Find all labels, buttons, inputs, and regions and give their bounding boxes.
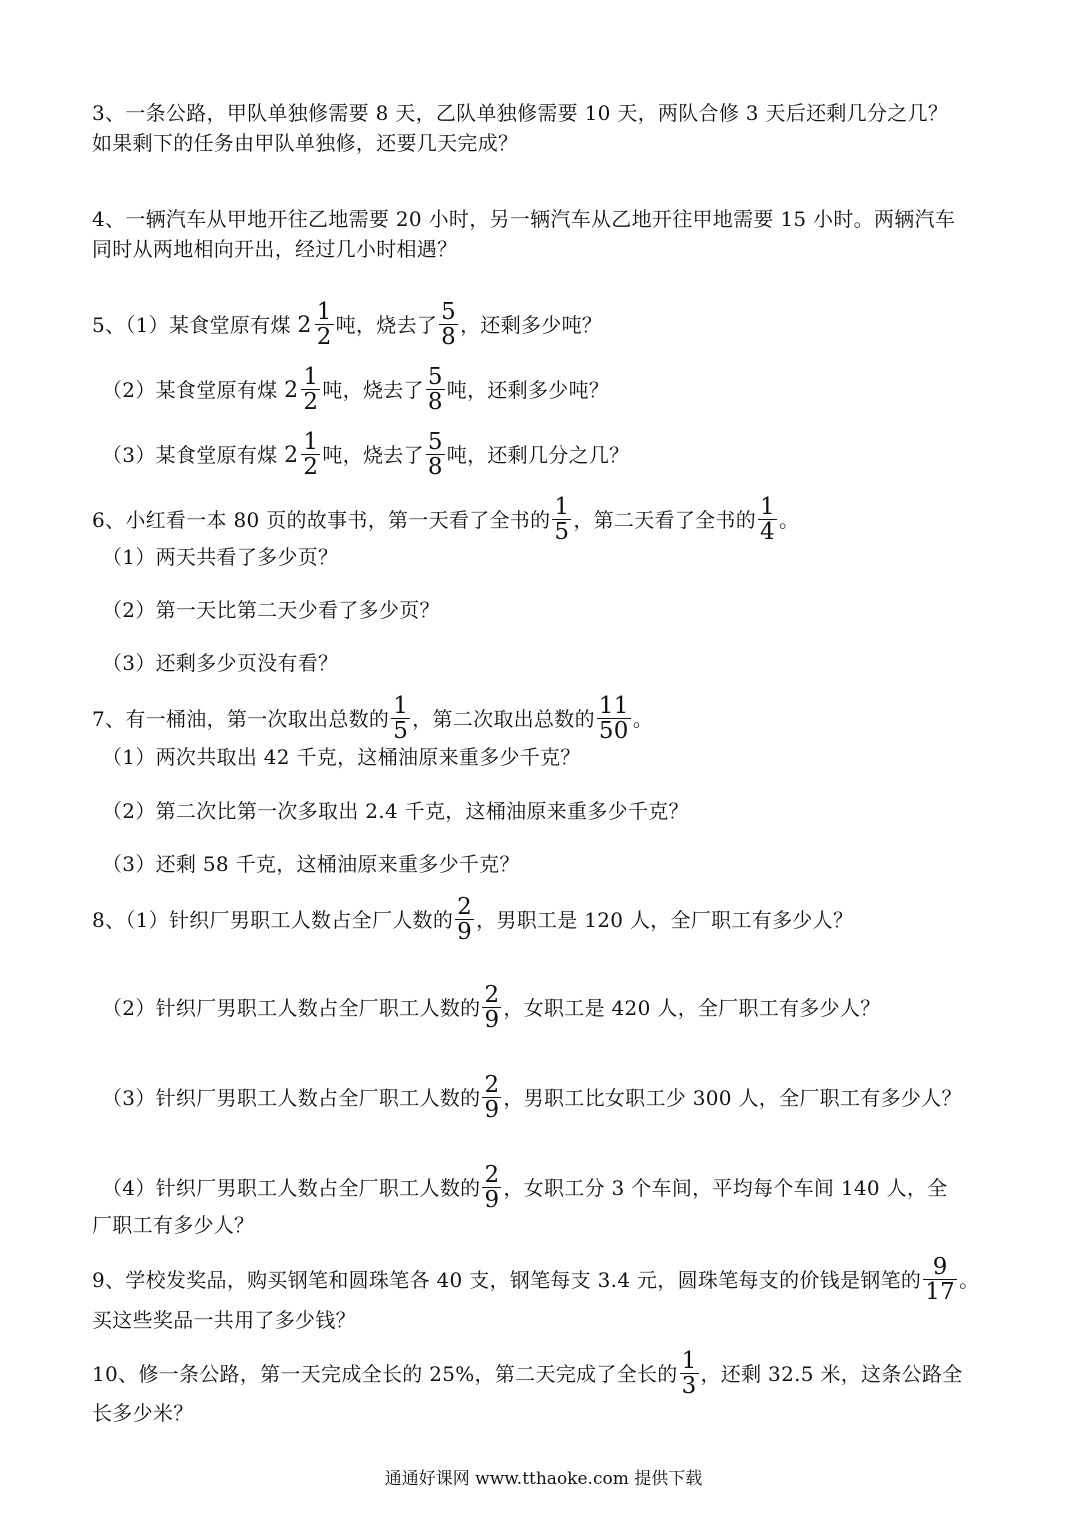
q7-stem [92, 693, 654, 745]
numerator: 5 [441, 299, 457, 325]
q6-fraction-2 [758, 495, 777, 544]
numerator: 1 [393, 693, 409, 719]
numerator: 2 [457, 894, 473, 920]
q8-4-text-a: （4）针织厂男职工人数占全厂职工人数的 [102, 1176, 481, 1200]
denominator: 8 [427, 454, 443, 480]
q8-part4-line2: 厂职工有多少人？ [92, 1213, 255, 1237]
q7-text-c: 。 [632, 707, 654, 731]
q8-part1 [92, 894, 854, 946]
numerator: 1 [316, 299, 332, 325]
q8-1-text-a: 8、（1）针织厂男职工人数占全厂人数的 [92, 908, 454, 932]
numerator: 5 [427, 429, 443, 455]
q8-4-text-b: ，女职工分 3 个车间，平均每个车间 140 人，全 [503, 1176, 948, 1200]
q5-2-whole: 2 [284, 378, 299, 403]
q6-stem [92, 494, 800, 546]
numerator: 1 [760, 494, 775, 520]
denominator: 2 [303, 389, 319, 415]
q7-text-b: ，第二次取出总数的 [412, 707, 595, 731]
q8-part4 [102, 1162, 948, 1214]
q5-1-whole: 2 [297, 313, 312, 338]
numerator: 1 [681, 1348, 697, 1374]
denominator: 9 [484, 1097, 500, 1123]
q5-part3 [102, 429, 630, 481]
numerator: 5 [427, 364, 443, 390]
q6-sub3: （3）还剩多少页没有看？ [102, 651, 339, 675]
denominator: 9 [484, 1007, 500, 1033]
numerator: 11 [598, 693, 629, 719]
denominator: 5 [393, 718, 409, 744]
q5-2-text-b: 吨，烧去了 [322, 378, 424, 402]
q7-text-a: 7、有一桶油，第一次取出总数的 [92, 707, 390, 731]
q8-part2 [102, 982, 881, 1034]
q7-sub2: （2）第二次比第一次多取出 2.4 千克，这桶油原来重多少千克？ [102, 799, 689, 823]
denominator: 4 [760, 519, 775, 545]
q5-3-text-a: （3）某食堂原有煤 [102, 443, 285, 467]
denominator: 5 [554, 519, 570, 545]
numerator: 2 [484, 982, 500, 1008]
q8-2-fraction [482, 983, 501, 1032]
numerator: 1 [554, 494, 570, 520]
q5-2-fraction-2 [426, 365, 445, 414]
denominator: 17 [925, 1279, 956, 1305]
q8-part3 [102, 1072, 962, 1124]
q8-1-fraction [455, 895, 474, 944]
q5-3-fraction-1 [301, 430, 320, 479]
q7-fraction-1 [391, 694, 410, 743]
q7-fraction-2 [597, 694, 631, 743]
q8-1-text-b: ，男职工是 120 人，全厂职工有多少人？ [476, 908, 854, 932]
q5-1-fraction-2 [439, 300, 458, 349]
q6-fraction-1 [552, 495, 571, 544]
denominator: 9 [484, 1187, 500, 1213]
denominator: 50 [598, 718, 629, 744]
q5-1-fraction-1 [315, 300, 334, 349]
q6-text-b: ，第二天看了全书的 [573, 508, 757, 532]
q10-text-b: ，还剩 32.5 米，这条公路全 [700, 1362, 963, 1386]
denominator: 8 [427, 389, 443, 415]
page-footer: 通通好课网 www.tthaoke.com 提供下载 [384, 1469, 703, 1489]
denominator: 8 [441, 324, 457, 350]
denominator: 2 [303, 454, 319, 480]
denominator: 9 [457, 919, 473, 945]
q5-1-text-a: 5、（1）某食堂原有煤 [92, 313, 298, 337]
q8-3-text-b: ，男职工比女职工少 300 人，全厂职工有多少人？ [503, 1086, 962, 1110]
q10-text-a: 10、修一条公路，第一天完成全长的 25%，第二天完成了全长的 [92, 1362, 678, 1386]
q6-sub2: （2）第一天比第二天少看了多少页？ [102, 598, 440, 622]
q5-2-text-c: 吨，还剩多少吨？ [446, 378, 610, 402]
q5-3-text-c: 吨，还剩几分之几？ [446, 443, 630, 467]
q4-line2: 同时从两地相向开出，经过几小时相遇？ [92, 237, 458, 261]
q8-3-fraction [482, 1073, 501, 1122]
numerator: 1 [303, 429, 319, 455]
q7-sub3: （3）还剩 58 千克，这桶油原来重多少千克？ [102, 852, 520, 876]
q3-line1: 3、一条公路，甲队单独修需要 8 天，乙队单独修需要 10 天，两队合修 3 天后还剩几分之几？ [92, 101, 949, 125]
denominator: 3 [681, 1373, 697, 1399]
denominator: 2 [316, 324, 332, 350]
q9-text-a: 9、学校发奖品，购买钢笔和圆珠笔各 40 支，钢笔每支 3.4 元，圆珠笔每支的价钱是钢笔的 [92, 1268, 922, 1292]
q6-text-c: 。 [778, 508, 800, 532]
q5-1-text-c: ，还剩多少吨？ [460, 313, 603, 337]
q5-part1 [92, 299, 603, 351]
q9-line2: 买这些奖品一共用了多少钱？ [92, 1308, 356, 1332]
q9-fraction [923, 1255, 957, 1304]
q7-sub1: （1）两次共取出 42 千克，这桶油原来重多少千克？ [102, 745, 581, 769]
numerator: 9 [923, 1255, 957, 1280]
q3-line2: 如果剩下的任务由甲队单独修，还要几天完成？ [92, 131, 519, 155]
numerator: 2 [484, 1162, 500, 1188]
q5-3-whole: 2 [284, 443, 299, 468]
q9-text-b: 。 [959, 1268, 980, 1292]
q10-fraction [680, 1349, 699, 1398]
q5-2-text-a: （2）某食堂原有煤 [102, 378, 285, 402]
q10-stem [92, 1348, 963, 1400]
q9-stem [92, 1254, 980, 1306]
q5-3-text-b: 吨，烧去了 [322, 443, 424, 467]
q8-2-text-b: ，女职工是 420 人，全厂职工有多少人？ [503, 996, 881, 1020]
q5-2-fraction-1 [301, 365, 320, 414]
q6-sub1: （1）两天共看了多少页？ [102, 545, 339, 569]
q5-part2 [102, 364, 610, 416]
q8-2-text-a: （2）针织厂男职工人数占全厂职工人数的 [102, 996, 481, 1020]
q10-line2: 长多少米？ [92, 1401, 194, 1425]
q5-3-fraction-2 [426, 430, 445, 479]
numerator: 1 [303, 364, 319, 390]
numerator: 2 [484, 1072, 500, 1098]
q8-4-fraction [482, 1163, 501, 1212]
q5-1-text-b: 吨，烧去了 [335, 313, 438, 337]
q4-line1: 4、一辆汽车从甲地开往乙地需要 20 小时，另一辆汽车从乙地开往甲地需要 15 小时。两辆汽车 [92, 207, 956, 231]
q8-3-text-a: （3）针织厂男职工人数占全厂职工人数的 [102, 1086, 481, 1110]
q6-text-a: 6、小红看一本 80 页的故事书，第一天看了全书的 [92, 508, 551, 532]
